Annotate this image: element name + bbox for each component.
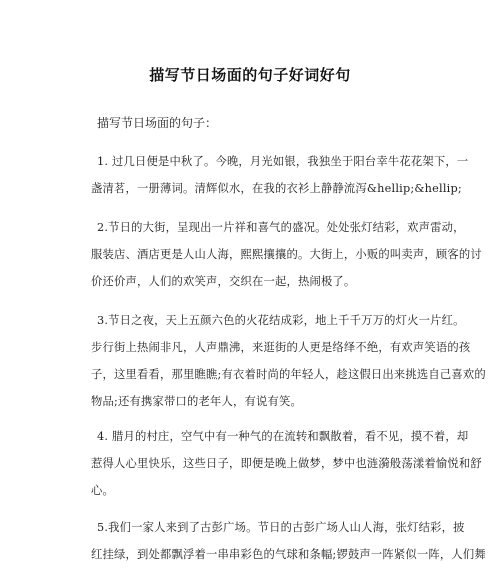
paragraph-3 <box>91 307 486 415</box>
paragraph-2 <box>91 214 482 295</box>
paragraph-line: 3.节日之夜，天上五颜六色的火花结成彩，地上千千万万的灯火一片红。 <box>97 314 465 327</box>
paragraph-line: 子，这里看看，那里瞧瞧;有衣着时尚的年轻人，趁这假日出来挑选自己喜欢的 <box>91 368 486 381</box>
paragraph-5 <box>91 514 486 568</box>
paragraph-line: 服装店、酒店更是人山人海，熙熙攘攘的。大街上，小贩的叫卖声，顾客的讨 <box>91 248 482 261</box>
paragraph-line: 2.节日的大街，呈现出一片祥和喜气的盛况。处处张灯结彩，欢声雷动， <box>97 221 465 234</box>
paragraph-line: 红挂绿，到处都飘浮着一串串彩色的气球和条幅;锣鼓声一阵紧似一阵，人们舞 <box>91 548 486 561</box>
paragraph-line: 1. 过几日便是中秋了。今晚，月光如银，我独坐于阳台幸牛花花架下，一 <box>97 155 469 168</box>
paragraph-line: 步行街上热闹非凡，人声鼎沸，来逛街的人更是络绎不绝，有欢声笑语的孩 <box>91 341 471 354</box>
paragraph-line: 5.我们一家人来到了古彭广场。节日的古彭广场人山人海，张灯结彩，披 <box>97 521 465 534</box>
section-heading: 描写节日场面的句子： <box>97 116 218 130</box>
document-title: 描写节日场面的句子好词好句 <box>149 66 351 84</box>
paragraph-4 <box>91 423 482 504</box>
paragraph-line: 物品;还有携家带口的老年人，有说有笑。 <box>91 395 302 408</box>
paragraph-line: 惹得人心里快乐，这些日子，即便是晚上做梦，梦中也涟漪般荡漾着愉悦和舒 <box>91 457 482 470</box>
paragraph-line: 价还价声，人们的欢笑声，交织在一起，热闹极了。 <box>91 275 356 288</box>
paragraph-line: 心。 <box>91 484 114 497</box>
paragraph-1 <box>91 148 469 202</box>
paragraph-line: 4. 腊月的村庄，空气中有一种气的在流转和飘散着，看不见，摸不着，却 <box>97 430 469 443</box>
paragraph-line: 盏清茗，一册薄词。清辉似水，在我的衣衫上静静流泻&hellip;&hellip; <box>91 182 462 195</box>
